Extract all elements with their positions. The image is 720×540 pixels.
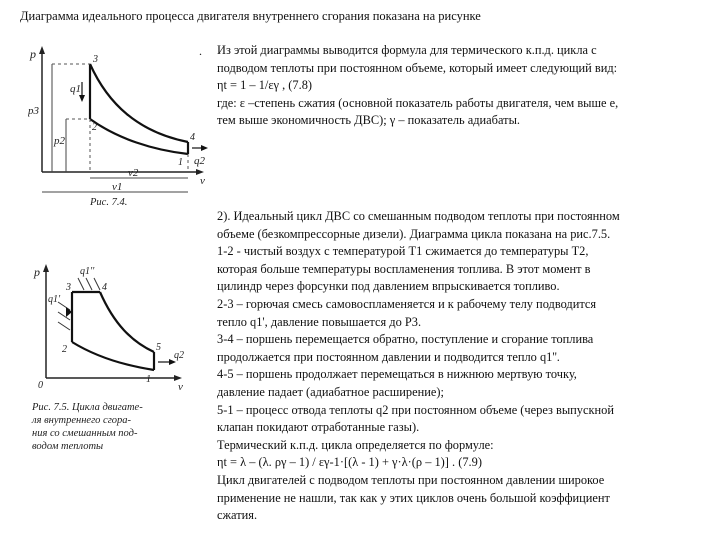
fig2-point-4: 4	[102, 282, 107, 293]
fig2-y-arrow-icon	[43, 264, 49, 272]
fig1-label-v1: v1	[112, 181, 123, 193]
text-line: Цикл двигателей с подводом теплоты при постоянном давлении широкое	[217, 472, 605, 487]
text-line: 1-2 - чистый воздух с температурой T1 сжимается до температуры T2,	[217, 244, 589, 259]
text-line: тепло q1', давление повышается до P3.	[217, 314, 422, 329]
text-line: объеме (безкомпрессорные дизели). Диаграмма цикла показана на рис.7.5.	[217, 226, 611, 241]
paragraph-otto-cycle	[217, 42, 707, 130]
text-line: 2). Идеальный цикл ДВС со смешанным подводом теплоты при постоянном	[217, 209, 620, 223]
fig1-q1-arrow-icon	[79, 95, 85, 102]
fig2-label-q1b: q1''	[80, 266, 95, 277]
figure-7-4	[28, 44, 212, 209]
fig2-caption-line: ния со смешанным под-	[32, 428, 138, 439]
text-line: давление падает (адиабатное расширение);	[217, 384, 444, 399]
fig1-point-1: 1	[178, 157, 183, 168]
fig2-caption-line: водом теплоты	[32, 441, 104, 452]
text-line: 5-1 – процесс отвода теплоты q2 при постоянном объеме (через выпускной	[217, 402, 614, 417]
fig1-label-p: p	[30, 47, 36, 61]
fig2-point-1: 1	[146, 374, 151, 385]
bullet-dot: .	[199, 44, 202, 58]
fig2-caption-line: ля внутреннего сгора-	[32, 415, 132, 426]
fig1-point-4: 4	[190, 132, 195, 143]
fig1-label-q1: q1	[70, 83, 81, 95]
text-line: клапан покидают отработанные газы).	[217, 420, 420, 435]
formula-7-9: ηt = λ – (λ. ργ – 1) / εγ-1·[(λ - 1) + γ·λ·(ρ – 1)] . (7.9)	[217, 455, 482, 470]
figure-7-5	[28, 262, 210, 460]
fig1-point-2: 2	[92, 122, 97, 133]
text-line: 3-4 – поршень перемещается обратно, поступление и сгорание топлива	[217, 332, 594, 347]
fig1-curve-1-2	[90, 119, 188, 154]
fig1-caption: Рис. 7.4.	[90, 197, 128, 208]
fig2-caption-line: Рис. 7.5. Цикла двигате-	[32, 402, 143, 413]
fig1-curve-3-4	[90, 64, 188, 142]
fig2-label-q1a: q1'	[48, 294, 61, 305]
text-line: тем выше экономичность ДВС); γ – показатель адиабаты.	[217, 113, 521, 128]
fig2-label-q2: q2	[174, 350, 184, 361]
fig2-curve-4-5	[100, 292, 154, 352]
text-line: где: ε –степень сжатия (основной показатель работы двигателя, чем выше е,	[217, 95, 619, 110]
fig1-point-3: 3	[93, 54, 98, 65]
formula-7-8: ηt = 1 – 1/εγ , (7.8)	[217, 78, 313, 93]
fig1-label-v2: v2	[128, 167, 139, 179]
text-line: продолжается при постоянном давлении и подводится тепло q1''.	[217, 349, 560, 364]
fig1-q2-arrow-icon	[201, 145, 208, 151]
text-line: Из этой диаграммы выводится формула для термического к.п.д. цикла с	[217, 43, 597, 57]
text-line: цилиндр через форсунки под давлением впрыскивается топливо.	[217, 279, 560, 294]
fig1-label-p2: p2	[54, 135, 65, 147]
fig2-label-p: p	[34, 265, 40, 279]
text-line: Термический к.п.д. цикла определяется по формуле:	[217, 437, 494, 452]
fig2-label-v: v	[178, 381, 183, 393]
fig2-point-2: 2	[62, 344, 67, 355]
text-line: 2-3 – горючая смесь самовоспламеняется и к рабочему телу подводится	[217, 296, 597, 311]
text-line: применение не нашли, так как у этих циклов очень большой коэффициент	[217, 490, 610, 505]
fig2-label-origin: 0	[38, 380, 43, 391]
page-title: Диаграмма идеального процесса двигателя внутреннего сгорания показана на рисунке	[20, 9, 481, 23]
fig1-label-v: v	[200, 175, 205, 187]
fig1-label-p3: p3	[28, 105, 39, 117]
fig2-point-3: 3	[66, 282, 71, 293]
text-line: подводом теплоты при постоянном объеме, который имеет следующий вид:	[217, 60, 618, 75]
text-line: 4-5 – поршень продолжает перемещаться в нижнюю мертвую точку,	[217, 367, 577, 382]
text-line: сжатия.	[217, 508, 258, 523]
paragraph-mixed-cycle	[217, 208, 712, 525]
fig2-point-5: 5	[156, 342, 161, 353]
fig1-label-q2: q2	[194, 155, 205, 167]
fig1-y-arrow-icon	[39, 46, 45, 54]
text-line: которая больше температуры воспламенения топлива. В этот момент в	[217, 261, 591, 276]
